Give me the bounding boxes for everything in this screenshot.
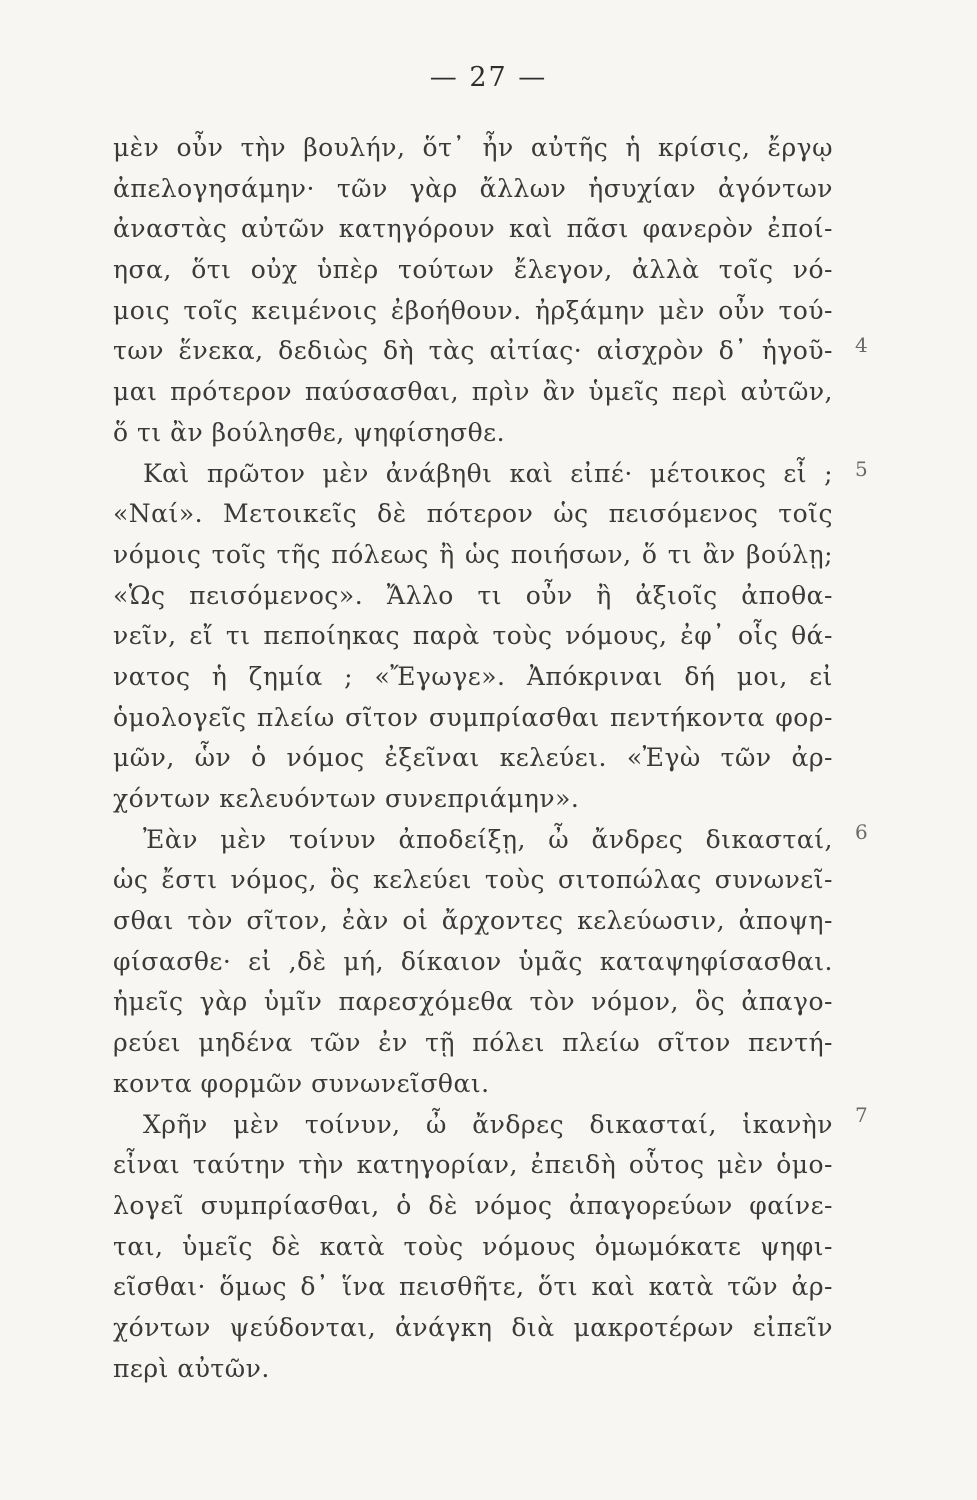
text-line: ἡμεῖς γὰρ ὑμῖν παρεσχόμεθα τὸν νόμον, ὃς ἀπαγο- bbox=[113, 987, 833, 1017]
text-line: ὅ τι ἂν βούλησθε, ψηφίσησθε. bbox=[113, 417, 506, 447]
text-line: νατος ἡ ζημία ; «Ἔγωγε». Ἀπόκριναι δή μοι, εἰ bbox=[113, 661, 833, 691]
text-line: νόμοις τοῖς τῆς πόλεως ἢ ὡς ποιήσων, ὅ τι ἂν βούλῃ; bbox=[113, 539, 833, 569]
page-number: — 27 — bbox=[429, 62, 548, 93]
text-line: Χρῆν μὲν τοίνυν, ὦ ἄνδρες δικασταί, ἱκανὴν bbox=[143, 1109, 833, 1139]
text-line: φίσασθε· εἰ ,δὲ μή, δίκαιον ὑμᾶς καταψηφίσασθαι. bbox=[113, 946, 833, 976]
text-line: ησα, ὅτι οὐχ ὑπὲρ τούτων ἔλεγον, ἀλλὰ τοῖς νό- bbox=[113, 255, 833, 285]
text-line: μαι πρότερον παύσασθαι, πρὶν ἂν ὑμεῖς περὶ αὐτῶν, bbox=[113, 377, 833, 407]
text-line: εῖσθαι· ὅμως δ᾿ ἵνα πεισθῆτε, ὅτι καὶ κατὰ τῶν ἀρ- bbox=[113, 1272, 833, 1302]
text-line: μοις τοῖς κειμένοις ἐβοήθουν. ἠρξάμην μὲν οὖν τού- bbox=[113, 295, 833, 325]
text-line: των ἕνεκα, δεδιὼς δὴ τὰς αἰτίας· αἰσχρὸν δ᾿ ἡγοῦ- bbox=[113, 336, 833, 366]
text-line: ἀναστὰς αὐτῶν κατηγόρουν καὶ πᾶσι φανερὸν ἐποί- bbox=[113, 214, 833, 244]
text-line: χόντων ψεύδονται, ἀνάγκη διὰ μακροτέρων εἰπεῖν bbox=[113, 1312, 833, 1342]
text-line: ται, ὑμεῖς δὲ κατὰ τοὺς νόμους ὀμωμόκατε ψηφι- bbox=[113, 1231, 833, 1261]
text-line: μὲν οὖν τὴν βουλήν, ὅτ᾿ ἦν αὐτῆς ἡ κρίσις, ἔργῳ bbox=[113, 133, 833, 162]
text-line: «Ὡς πεισόμενος». Ἄλλο τι οὖν ἢ ἀξιοῖς ἀποθα- bbox=[113, 580, 833, 610]
text-line: κοντα φορμῶν συνωνεῖσθαι. bbox=[113, 1068, 490, 1098]
section-number: 7 bbox=[855, 1103, 868, 1127]
text-line: περὶ αὐτῶν. bbox=[113, 1353, 270, 1383]
text-line: ὁμολογεῖς πλείω σῖτον συμπρίασθαι πεντήκοντα φορ- bbox=[113, 702, 833, 732]
text-line: Καὶ πρῶτον μὲν ἀνάβηθι καὶ εἰπέ· μέτοικος εἶ ; bbox=[143, 458, 833, 488]
text-line: χόντων κελευόντων συνεπριάμην». bbox=[113, 784, 580, 813]
text-line: εἶναι ταύτην τὴν κατηγορίαν, ἐπειδὴ οὗτος μὲν ὁμο- bbox=[113, 1150, 833, 1180]
text-line: ρεύει μηδένα τῶν ἐν τῇ πόλει πλείω σῖτον πεντή- bbox=[113, 1028, 833, 1058]
text-line: «Ναί». Μετοικεῖς δὲ πότερον ὡς πεισόμενος τοῖς bbox=[113, 499, 833, 529]
section-number: 4 bbox=[855, 333, 868, 357]
text-line: λογεῖ συμπρίασθαι, ὁ δὲ νόμος ἀπαγορεύων φαίνε- bbox=[113, 1190, 833, 1220]
text-line: σθαι τὸν σῖτον, ἐὰν οἱ ἄρχοντες κελεύωσιν, ἀποψη- bbox=[113, 906, 833, 936]
text-line: νεῖν, εἴ τι πεποίηκας παρὰ τοὺς νόμους, ἐφ᾿ οἷς θά- bbox=[113, 621, 833, 651]
body-text bbox=[113, 128, 833, 1389]
section-number: 6 bbox=[855, 820, 868, 844]
text-line: ἀπελογησάμην· τῶν γὰρ ἄλλων ἡσυχίαν ἀγόντων bbox=[113, 173, 833, 203]
text-line: Ἐὰν μὲν τοίνυν ἀποδείξῃ, ὦ ἄνδρες δικασταί, bbox=[143, 824, 833, 854]
text-line: μῶν, ὧν ὁ νόμος ἐξεῖναι κελεύει. «Ἐγὼ τῶν ἀρ- bbox=[113, 743, 833, 773]
text-line: ὡς ἔστι νόμος, ὃς κελεύει τοὺς σιτοπώλας συνωνεῖ- bbox=[113, 865, 833, 895]
section-number: 5 bbox=[855, 457, 868, 481]
